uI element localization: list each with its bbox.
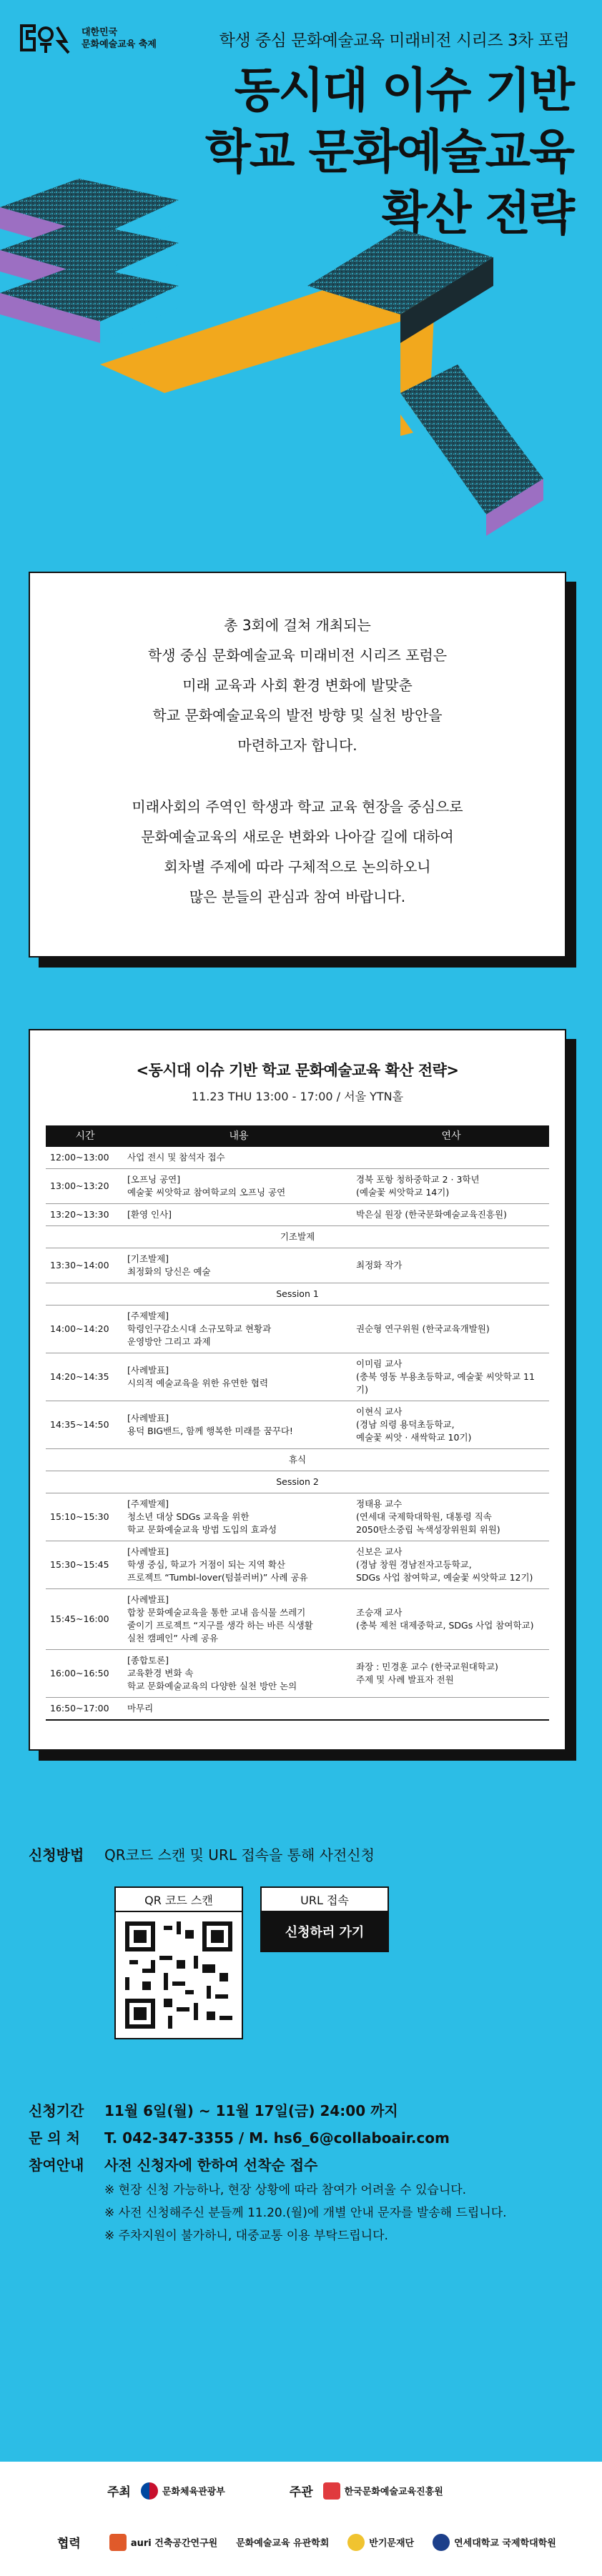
program-date: 11.23 THU 13:00 - 17:00 / 서울 YTN홀 xyxy=(191,1090,404,1103)
schedule-content-line: 사업 전시 및 참석자 접수 xyxy=(127,1152,225,1163)
schedule-time: 13:20~13:30 xyxy=(46,1204,124,1226)
schedule-content-line: 마무리 xyxy=(127,1703,154,1714)
logo-mark-icon xyxy=(19,21,74,56)
intro-line: 마련하고자 합니다. xyxy=(237,737,357,754)
intro-line: 많은 분들의 관심과 참여 바랍니다. xyxy=(189,888,406,905)
period-label: 신청기간 xyxy=(29,2102,84,2119)
session-divider-row xyxy=(46,1283,549,1306)
notes-list xyxy=(29,2179,586,2247)
period-value: 11월 6일(월) ~ 11월 17일(금) 24:00 까지 xyxy=(104,2102,398,2119)
schedule-time: 16:50~17:00 xyxy=(46,1698,124,1721)
schedule-content-line: 학령인구감소시대 소규모학교 현황과 xyxy=(127,1323,272,1334)
hero-title-line3: 확산 전략 xyxy=(381,186,573,241)
auri-logo-icon xyxy=(109,2534,127,2551)
hero-subtitle: 학생 중심 문화예술교육 미래비전 시리즈 3차 포럼 xyxy=(219,31,569,50)
schedule-content-line: [사례발표] xyxy=(127,1546,169,1557)
program-card xyxy=(29,1029,566,1751)
schedule-content-line: 교육환경 변화 속 xyxy=(127,1668,194,1679)
intro-line: 총 3회에 걸쳐 개최되는 xyxy=(224,617,371,634)
schedule-content-line: 청소년 대상 SDGs 교육을 위한 xyxy=(127,1511,250,1522)
schedule-content-line: 줄이기 프로젝트 “지구를 생각 하는 바른 식생활 xyxy=(127,1620,313,1631)
intro-line: 회차별 주제에 따라 구체적으로 논의하오니 xyxy=(164,858,431,875)
schedule-content-line: [주제발제] xyxy=(127,1311,169,1321)
footer xyxy=(0,2462,602,2576)
intro-line: 미래사회의 주역인 학생과 학교 교육 현장을 중심으로 xyxy=(132,798,463,815)
qr-label: QR 코드 스캔 xyxy=(114,1886,243,1912)
schedule-speaker-line: (경남 의령 용덕초등학교, xyxy=(356,1419,455,1430)
apply-link-button[interactable]: 신청하러 가기 xyxy=(260,1912,389,1952)
schedule-row xyxy=(46,1147,549,1169)
yonsei-seal-icon xyxy=(433,2534,450,2551)
intro-paragraph-2 xyxy=(30,792,565,912)
partner-foundation: 반기문재단 xyxy=(347,2534,414,2551)
host-org: 문화체육관광부 xyxy=(162,2487,225,2497)
session-divider: 기조발제 xyxy=(46,1226,549,1248)
schedule-speaker xyxy=(353,1147,549,1169)
schedule-speaker-line: (충북 제천 대제중학교, SDGs 사업 참여학교) xyxy=(356,1620,534,1631)
schedule-content-line: 운영방안 그리고 과제 xyxy=(127,1336,211,1347)
schedule-speaker xyxy=(353,1650,549,1698)
qr-box xyxy=(114,1886,243,2039)
schedule-speaker-line: (연세대 국제학대학원, 대통령 직속 xyxy=(356,1511,492,1522)
schedule-content-line: [기조발제] xyxy=(127,1253,169,1264)
session-divider-row xyxy=(46,1449,549,1471)
session-divider: 휴식 xyxy=(46,1449,549,1471)
organizer-label: 주관 xyxy=(289,2485,313,2500)
guide-label: 참여안내 xyxy=(29,2157,84,2174)
schedule-speaker-line: (충북 영동 부용초등학교, 예술꽃 씨앗학교 11기) xyxy=(356,1371,535,1395)
schedule-speaker-line: 좌장 : 민경훈 교수 (한국교원대학교) xyxy=(356,1661,498,1672)
schedule-content xyxy=(124,1306,353,1353)
schedule-content-line: 실천 캠페인” 사례 공유 xyxy=(127,1633,219,1643)
partner-label: 협력 xyxy=(57,2537,81,2551)
schedule-speaker-line: 이현식 교사 xyxy=(356,1406,403,1417)
organizer-group xyxy=(290,2482,443,2500)
schedule-speaker-line: SDGs 사업 참여학교, 예술꽃 씨앗학교 12기) xyxy=(356,1572,533,1583)
schedule-time: 14:20~14:35 xyxy=(46,1353,124,1401)
schedule-content xyxy=(124,1541,353,1589)
header-time: 시간 xyxy=(46,1125,124,1147)
schedule-speaker-line: 주제 및 사례 발표자 전원 xyxy=(356,1674,454,1685)
schedule-content xyxy=(124,1401,353,1449)
schedule-speaker-line: 경북 포항 청하중학교 2 · 3학년 xyxy=(356,1174,480,1185)
schedule-speaker-line: 이미림 교사 xyxy=(356,1358,403,1369)
decorative-blocks-illustration xyxy=(0,179,602,579)
intro-line: 학생 중심 문화예술교육 미래비전 시리즈 포럼은 xyxy=(147,647,448,664)
intro-line: 문화예술교육의 새로운 변화와 나아갈 길에 대하여 xyxy=(141,828,454,845)
schedule-row xyxy=(46,1493,549,1541)
schedule-content xyxy=(124,1650,353,1698)
schedule-speaker xyxy=(353,1401,549,1449)
schedule-speaker xyxy=(353,1541,549,1589)
schedule-content-line: 합창 문화예술교육을 통한 교내 음식물 쓰레기 xyxy=(127,1607,306,1618)
hero-section xyxy=(0,0,602,572)
schedule-time: 16:00~16:50 xyxy=(46,1650,124,1698)
url-box xyxy=(260,1886,389,2039)
schedule-speaker-line: 권순형 연구위원 (한국교육개발원) xyxy=(356,1323,490,1334)
schedule-speaker-line: (예술꽃 씨앗학교 14기) xyxy=(356,1187,450,1198)
intro-line: 학교 문화예술교육의 발전 방향 및 실천 방안을 xyxy=(152,707,443,724)
logo-line2: 문화예술교육 축제 xyxy=(82,39,157,50)
schedule-row xyxy=(46,1698,549,1721)
schedule-speaker xyxy=(353,1306,549,1353)
schedule-row xyxy=(46,1306,549,1353)
schedule-content xyxy=(124,1698,353,1721)
schedule-speaker xyxy=(353,1169,549,1204)
schedule-speaker xyxy=(353,1493,549,1541)
schedule-speaker-line: 최정화 작가 xyxy=(356,1260,403,1270)
apply-text: QR코드 스캔 및 URL 접속을 통해 사전신청 xyxy=(104,1846,375,1864)
hero-title-line1: 동시대 이슈 기반 xyxy=(234,63,573,118)
partner-society: 문화예술교육 유관학회 xyxy=(236,2538,330,2549)
intro-line: 미래 교육과 사회 환경 변화에 발맞춘 xyxy=(182,677,413,694)
schedule-speaker-line: (경남 창원 경남전자고등학교, xyxy=(356,1559,472,1570)
schedule-content-line: [주제발제] xyxy=(127,1498,169,1509)
schedule-speaker-line: 정태용 교수 xyxy=(356,1498,403,1509)
partner-auri: auri 건축공간연구원 xyxy=(109,2534,217,2551)
schedule-content-line: [사례발표] xyxy=(127,1365,169,1376)
schedule-content xyxy=(124,1248,353,1283)
schedule-content xyxy=(124,1493,353,1541)
hero-title-line2: 학교 문화예술교육 xyxy=(204,124,573,179)
host-group xyxy=(107,2482,225,2500)
schedule-time: 12:00~13:00 xyxy=(46,1147,124,1169)
program-title: <동시대 이슈 기반 학교 문화예술교육 확산 전략> xyxy=(136,1062,459,1079)
schedule-row xyxy=(46,1401,549,1449)
schedule-content xyxy=(124,1204,353,1226)
schedule-row xyxy=(46,1204,549,1226)
contact-label: 문 의 처 xyxy=(29,2129,80,2147)
logo-line1: 대한민국 xyxy=(82,27,118,38)
schedule-content-line: 최정화의 당신은 예술 xyxy=(127,1266,211,1277)
contact-value[interactable]: T. 042-347-3355 / M. hs6_6@collaboair.com xyxy=(104,2129,450,2147)
foundation-logo-icon xyxy=(347,2534,365,2551)
schedule-time: 14:35~14:50 xyxy=(46,1401,124,1449)
schedule-content xyxy=(124,1169,353,1204)
note-item: ※ 주차지원이 불가하니, 대중교통 이용 부탁드립니다. xyxy=(104,2229,388,2243)
schedule-time: 15:10~15:30 xyxy=(46,1493,124,1541)
apply-label: 신청방법 xyxy=(29,1846,84,1864)
session-divider-row xyxy=(46,1471,549,1493)
intro-paragraph-1 xyxy=(30,610,565,760)
schedule-content-line: 시의적 예술교육을 위한 유연한 협력 xyxy=(127,1378,269,1388)
schedule-row xyxy=(46,1353,549,1401)
schedule-speaker-line: 박은실 원장 (한국문화예술교육진흥원) xyxy=(356,1209,507,1220)
schedule-speaker-line: 2050탄소중립 녹색성장위원회 위원) xyxy=(356,1524,500,1535)
session-divider-row xyxy=(46,1226,549,1248)
partner-yonsei: 연세대학교 국제학대학원 xyxy=(433,2534,556,2551)
program-table-header xyxy=(46,1125,549,1147)
schedule-content xyxy=(124,1589,353,1650)
schedule-time: 15:30~15:45 xyxy=(46,1541,124,1589)
schedule-speaker-line: 신보은 교사 xyxy=(356,1546,403,1557)
schedule-speaker-line: 예술꽃 씨앗 · 새싹학교 10기) xyxy=(356,1432,472,1443)
url-label: URL 접속 xyxy=(260,1886,389,1912)
schedule-speaker xyxy=(353,1353,549,1401)
schedule-content-line: [환영 인사] xyxy=(127,1209,172,1220)
schedule-row xyxy=(46,1248,549,1283)
schedule-time: 13:00~13:20 xyxy=(46,1169,124,1204)
apply-section xyxy=(29,1844,572,1940)
intro-card xyxy=(29,572,566,958)
note-item: ※ 사전 신청해주신 분들께 11.20.(월)에 개별 안내 문자를 발송해 드립니다. xyxy=(104,2206,507,2220)
schedule-speaker-line: 조승재 교사 xyxy=(356,1607,403,1618)
schedule-content-line: 학생 중심, 학교가 거점이 되는 지역 확산 xyxy=(127,1559,286,1570)
festival-logo xyxy=(19,21,157,56)
schedule-speaker xyxy=(353,1698,549,1721)
government-emblem-icon xyxy=(141,2482,158,2500)
schedule-content xyxy=(124,1353,353,1401)
schedule-speaker xyxy=(353,1248,549,1283)
schedule-content-line: 용덕 BIG밴드, 함께 행복한 미래를 꿈꾸다! xyxy=(127,1426,293,1436)
schedule-row xyxy=(46,1589,549,1650)
schedule-content-line: 학교 문화예술교육 방법 도입의 효과성 xyxy=(127,1524,277,1535)
schedule-row xyxy=(46,1650,549,1698)
info-section xyxy=(29,2097,586,2247)
schedule-content-line: 예술꽃 씨앗학교 참여학교의 오프닝 공연 xyxy=(127,1187,286,1198)
schedule-content-line: [사례발표] xyxy=(127,1413,169,1423)
program-table-body xyxy=(46,1147,549,1720)
program-table xyxy=(46,1125,549,1721)
session-divider: Session 2 xyxy=(46,1471,549,1493)
schedule-content-line: 프로젝트 “Tumbl-lover(텀블러버)” 사례 공유 xyxy=(127,1572,308,1583)
host-label: 주최 xyxy=(107,2485,131,2500)
schedule-content-line: [사례발표] xyxy=(127,1594,169,1605)
organizer-org: 한국문화예술교육진흥원 xyxy=(344,2487,443,2497)
schedule-content-line: 학교 문화예술교육의 다양한 실천 방안 논의 xyxy=(127,1681,297,1691)
schedule-content-line: [오프닝 공연] xyxy=(127,1174,181,1185)
qr-code-icon[interactable] xyxy=(125,1921,232,2029)
session-divider: Session 1 xyxy=(46,1283,549,1306)
guide-value: 사전 신청자에 한하여 선착순 접수 xyxy=(104,2157,318,2174)
note-item: ※ 현장 신청 가능하나, 현장 상황에 따라 참여가 어려울 수 있습니다. xyxy=(104,2183,467,2197)
schedule-row xyxy=(46,1541,549,1589)
schedule-time: 14:00~14:20 xyxy=(46,1306,124,1353)
arte-logo-icon xyxy=(323,2482,340,2500)
schedule-content xyxy=(124,1147,353,1169)
schedule-content-line: [종합토론] xyxy=(127,1655,169,1666)
schedule-time: 15:45~16:00 xyxy=(46,1589,124,1650)
schedule-row xyxy=(46,1169,549,1204)
schedule-speaker xyxy=(353,1589,549,1650)
header-content: 내용 xyxy=(124,1125,353,1147)
header-speaker: 연사 xyxy=(353,1125,549,1147)
schedule-speaker xyxy=(353,1204,549,1226)
schedule-time: 13:30~14:00 xyxy=(46,1248,124,1283)
